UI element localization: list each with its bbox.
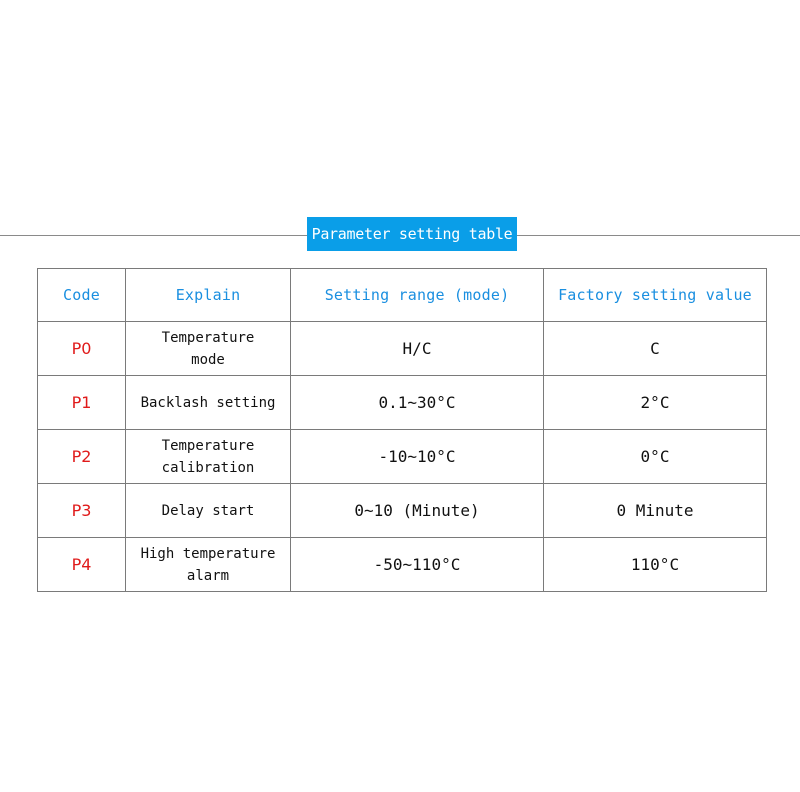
setting-range-cell: -50~110°C	[291, 538, 544, 592]
explain-line: Temperature	[161, 329, 255, 346]
table-row	[38, 322, 767, 376]
factory-value-cell: 0 Minute	[544, 484, 767, 538]
table-title-badge: Parameter setting table	[307, 217, 517, 251]
header-code: Code	[38, 269, 126, 322]
explain-cell	[126, 322, 291, 376]
table-row	[38, 376, 767, 430]
header-explain: Explain	[126, 269, 291, 322]
table-header-row	[38, 269, 767, 322]
setting-range-cell: H/C	[291, 322, 544, 376]
code-cell: P0	[38, 322, 126, 376]
table-row	[38, 538, 767, 592]
code-cell: P2	[38, 430, 126, 484]
parameter-setting-table	[37, 268, 767, 592]
factory-value-cell: C	[544, 322, 767, 376]
explain-cell	[126, 538, 291, 592]
code-cell: P4	[38, 538, 126, 592]
explain-line: Delay start	[161, 502, 255, 519]
code-cell: P3	[38, 484, 126, 538]
code-cell: P1	[38, 376, 126, 430]
explain-line: Temperature	[161, 437, 255, 454]
header-setting-range: Setting range (mode)	[291, 269, 544, 322]
table-row	[38, 430, 767, 484]
explain-cell	[126, 484, 291, 538]
setting-range-cell: 0.1~30°C	[291, 376, 544, 430]
explain-line: mode	[191, 351, 225, 368]
explain-cell	[126, 376, 291, 430]
explain-cell	[126, 430, 291, 484]
explain-line: calibration	[161, 459, 255, 476]
setting-range-cell: 0~10 (Minute)	[291, 484, 544, 538]
explain-line: Backlash setting	[140, 394, 276, 411]
explain-line: alarm	[186, 567, 230, 584]
setting-range-cell: -10~10°C	[291, 430, 544, 484]
explain-line: High temperature	[140, 545, 276, 562]
factory-value-cell: 0°C	[544, 430, 767, 484]
header-factory-setting: Factory setting value	[544, 269, 767, 322]
factory-value-cell: 2°C	[544, 376, 767, 430]
factory-value-cell: 110°C	[544, 538, 767, 592]
table-row	[38, 484, 767, 538]
